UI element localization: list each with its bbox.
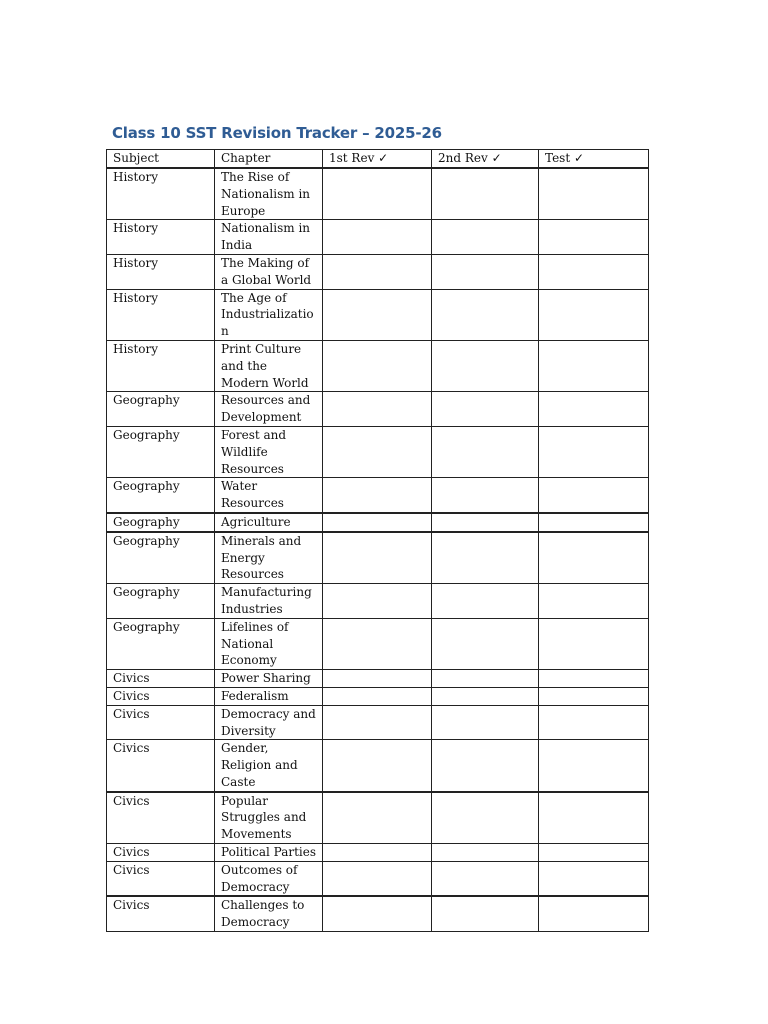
page-title: Class 10 SST Revision Tracker – 2025-26	[112, 124, 442, 142]
test-cell[interactable]	[539, 532, 649, 584]
test-cell[interactable]	[539, 740, 649, 792]
chapter-cell: Print Culture and the Modern World	[215, 340, 323, 391]
chapter-cell: Nationalism in India	[215, 220, 323, 255]
table-row	[107, 513, 649, 532]
table-row	[107, 896, 649, 931]
second-rev-cell[interactable]	[432, 478, 539, 513]
chapter-cell: Federalism	[215, 687, 323, 705]
second-rev-cell[interactable]	[432, 289, 539, 340]
second-rev-cell[interactable]	[432, 861, 539, 896]
test-cell[interactable]	[539, 844, 649, 862]
chapter-cell: The Rise of Nationalism in Europe	[215, 168, 323, 220]
table-row	[107, 220, 649, 255]
test-cell[interactable]	[539, 670, 649, 688]
subject-cell: History	[107, 220, 215, 255]
second-rev-cell[interactable]	[432, 340, 539, 391]
table-row	[107, 618, 649, 669]
header-first-rev: 1st Rev ✓	[323, 150, 432, 169]
table-header	[107, 150, 649, 169]
table-row	[107, 584, 649, 619]
first-rev-cell[interactable]	[323, 896, 432, 931]
test-cell[interactable]	[539, 687, 649, 705]
subject-cell: Geography	[107, 426, 215, 477]
first-rev-cell[interactable]	[323, 254, 432, 289]
test-cell[interactable]	[539, 254, 649, 289]
chapter-cell: Forest and Wildlife Resources	[215, 426, 323, 477]
table-row	[107, 532, 649, 584]
chapter-cell: Popular Struggles and Movements	[215, 792, 323, 844]
test-cell[interactable]	[539, 861, 649, 896]
chapter-cell: Gender, Religion and Caste	[215, 740, 323, 792]
test-cell[interactable]	[539, 289, 649, 340]
test-cell[interactable]	[539, 426, 649, 477]
first-rev-cell[interactable]	[323, 426, 432, 477]
test-cell[interactable]	[539, 705, 649, 740]
table-row	[107, 861, 649, 896]
chapter-cell: The Making of a Global World	[215, 254, 323, 289]
test-cell[interactable]	[539, 513, 649, 532]
table-row	[107, 289, 649, 340]
second-rev-cell[interactable]	[432, 792, 539, 844]
header-second-rev: 2nd Rev ✓	[432, 150, 539, 169]
first-rev-cell[interactable]	[323, 844, 432, 862]
chapter-cell: Resources and Development	[215, 392, 323, 427]
chapter-cell: Political Parties	[215, 844, 323, 862]
first-rev-cell[interactable]	[323, 670, 432, 688]
table-body	[107, 168, 649, 932]
subject-cell: Civics	[107, 896, 215, 931]
test-cell[interactable]	[539, 392, 649, 427]
second-rev-cell[interactable]	[432, 705, 539, 740]
revision-table	[106, 149, 649, 932]
table-row	[107, 478, 649, 513]
second-rev-cell[interactable]	[432, 584, 539, 619]
subject-cell: Civics	[107, 705, 215, 740]
first-rev-cell[interactable]	[323, 289, 432, 340]
table-row	[107, 426, 649, 477]
second-rev-cell[interactable]	[432, 687, 539, 705]
test-cell[interactable]	[539, 478, 649, 513]
subject-cell: Civics	[107, 792, 215, 844]
first-rev-cell[interactable]	[323, 705, 432, 740]
chapter-cell: Outcomes of Democracy	[215, 861, 323, 896]
table-row	[107, 844, 649, 862]
first-rev-cell[interactable]	[323, 392, 432, 427]
first-rev-cell[interactable]	[323, 168, 432, 220]
chapter-cell: Water Resources	[215, 478, 323, 513]
test-cell[interactable]	[539, 168, 649, 220]
table-row	[107, 392, 649, 427]
first-rev-cell[interactable]	[323, 340, 432, 391]
second-rev-cell[interactable]	[432, 896, 539, 931]
table-row	[107, 687, 649, 705]
first-rev-cell[interactable]	[323, 532, 432, 584]
header-row	[107, 150, 649, 169]
chapter-cell: Manufacturing Industries	[215, 584, 323, 619]
chapter-cell: Power Sharing	[215, 670, 323, 688]
second-rev-cell[interactable]	[432, 844, 539, 862]
subject-cell: Geography	[107, 584, 215, 619]
table-row	[107, 168, 649, 220]
chapter-cell: Minerals and Energy Resources	[215, 532, 323, 584]
subject-cell: Geography	[107, 618, 215, 669]
chapter-cell: Democracy and Diversity	[215, 705, 323, 740]
header-test: Test ✓	[539, 150, 649, 169]
table-row	[107, 705, 649, 740]
test-cell[interactable]	[539, 618, 649, 669]
subject-cell: Civics	[107, 670, 215, 688]
table-row	[107, 670, 649, 688]
subject-cell: Civics	[107, 861, 215, 896]
first-rev-cell[interactable]	[323, 687, 432, 705]
first-rev-cell[interactable]	[323, 861, 432, 896]
test-cell[interactable]	[539, 340, 649, 391]
table-row	[107, 792, 649, 844]
test-cell[interactable]	[539, 584, 649, 619]
second-rev-cell[interactable]	[432, 254, 539, 289]
second-rev-cell[interactable]	[432, 532, 539, 584]
subject-cell: Geography	[107, 392, 215, 427]
test-cell[interactable]	[539, 220, 649, 255]
first-rev-cell[interactable]	[323, 584, 432, 619]
test-cell[interactable]	[539, 896, 649, 931]
second-rev-cell[interactable]	[432, 168, 539, 220]
second-rev-cell[interactable]	[432, 670, 539, 688]
header-subject: Subject	[107, 150, 215, 169]
first-rev-cell[interactable]	[323, 618, 432, 669]
subject-cell: History	[107, 340, 215, 391]
table-row	[107, 740, 649, 792]
first-rev-cell[interactable]	[323, 792, 432, 844]
table-row	[107, 254, 649, 289]
chapter-cell: The Age of Industrialization	[215, 289, 323, 340]
subject-cell: History	[107, 168, 215, 220]
subject-cell: Geography	[107, 513, 215, 532]
first-rev-cell[interactable]	[323, 220, 432, 255]
chapter-cell: Agriculture	[215, 513, 323, 532]
chapter-cell: Lifelines of National Economy	[215, 618, 323, 669]
subject-cell: Geography	[107, 532, 215, 584]
second-rev-cell[interactable]	[432, 392, 539, 427]
second-rev-cell[interactable]	[432, 513, 539, 532]
first-rev-cell[interactable]	[323, 740, 432, 792]
first-rev-cell[interactable]	[323, 513, 432, 532]
second-rev-cell[interactable]	[432, 220, 539, 255]
subject-cell: Civics	[107, 740, 215, 792]
subject-cell: History	[107, 289, 215, 340]
table-row	[107, 340, 649, 391]
second-rev-cell[interactable]	[432, 426, 539, 477]
subject-cell: Civics	[107, 844, 215, 862]
test-cell[interactable]	[539, 792, 649, 844]
subject-cell: History	[107, 254, 215, 289]
second-rev-cell[interactable]	[432, 740, 539, 792]
header-chapter: Chapter	[215, 150, 323, 169]
subject-cell: Geography	[107, 478, 215, 513]
first-rev-cell[interactable]	[323, 478, 432, 513]
subject-cell: Civics	[107, 687, 215, 705]
second-rev-cell[interactable]	[432, 618, 539, 669]
chapter-cell: Challenges to Democracy	[215, 896, 323, 931]
